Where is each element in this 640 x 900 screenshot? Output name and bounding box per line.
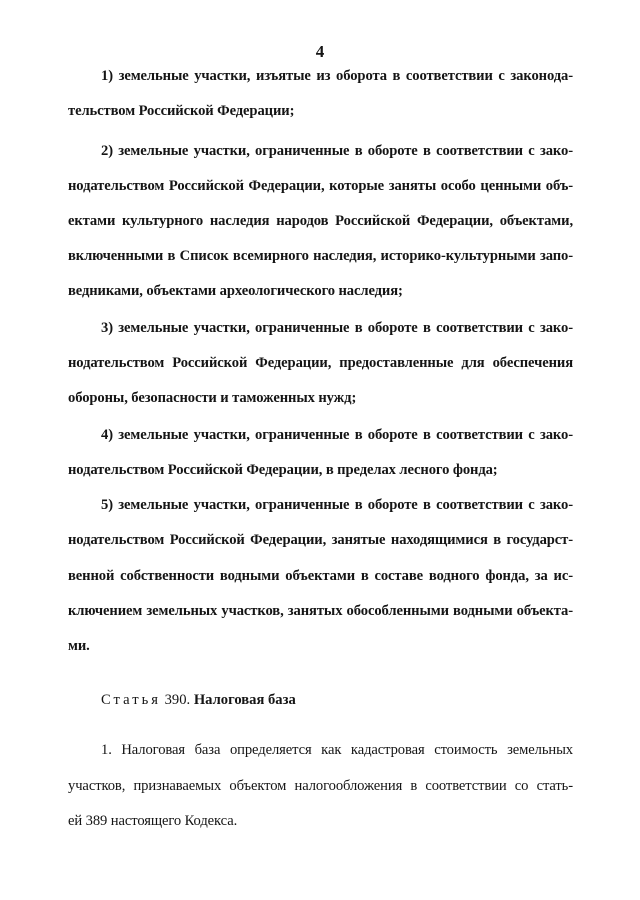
article-word: Статья xyxy=(101,692,161,708)
article-heading xyxy=(101,691,296,709)
text-line: 5) земельные участки, ограниченные в обороте в соответствии с зако- xyxy=(101,497,573,513)
text-line: 2) земельные участки, ограниченные в обороте в соответствии с зако- xyxy=(101,143,573,159)
text-line: ектами культурного наследия народов Российской Федерации, объектами, xyxy=(68,213,573,229)
text-line: 1. Налоговая база определяется как кадастровая стоимость земельных xyxy=(101,742,573,758)
text-line: ей 389 настоящего Кодекса. xyxy=(68,813,238,829)
text-line: 4) земельные участки, ограниченные в обороте в соответствии с зако- xyxy=(101,427,573,443)
article-title: Налоговая база xyxy=(193,692,296,708)
text-line: ми. xyxy=(68,638,90,654)
text-line: венной собственности водными объектами в составе водного фонда, за ис- xyxy=(68,568,573,584)
text-line: участков, признаваемых объектом налогообложения в соответствии со стать- xyxy=(68,778,573,794)
text-line: ключением земельных участков, занятых обособленными водными объекта- xyxy=(68,603,573,619)
text-line: обороны, безопасности и таможенных нужд; xyxy=(68,390,357,406)
article-number: 390. xyxy=(164,692,191,708)
text-line: нодательством Российской Федерации, в пределах лесного фонда; xyxy=(68,462,498,478)
text-line: тельством Российской Федерации; xyxy=(68,103,295,119)
text-line: включенными в Список всемирного наследия, историко-культурными запо- xyxy=(68,248,573,264)
text-line: нодательством Российской Федерации, предоставленные для обеспечения xyxy=(68,355,573,371)
text-line: ведниками, объектами археологического наследия; xyxy=(68,283,403,299)
text-line: нодательством Российской Федерации, занятые находящимися в государст- xyxy=(68,532,573,548)
text-line: 3) земельные участки, ограниченные в обороте в соответствии с зако- xyxy=(101,320,573,336)
page-number: 4 xyxy=(315,42,325,61)
text-line: 1) земельные участки, изъятые из оборота в соответствии с законода- xyxy=(101,68,573,84)
text-line: нодательством Российской Федерации, которые заняты особо ценными объ- xyxy=(68,178,573,194)
